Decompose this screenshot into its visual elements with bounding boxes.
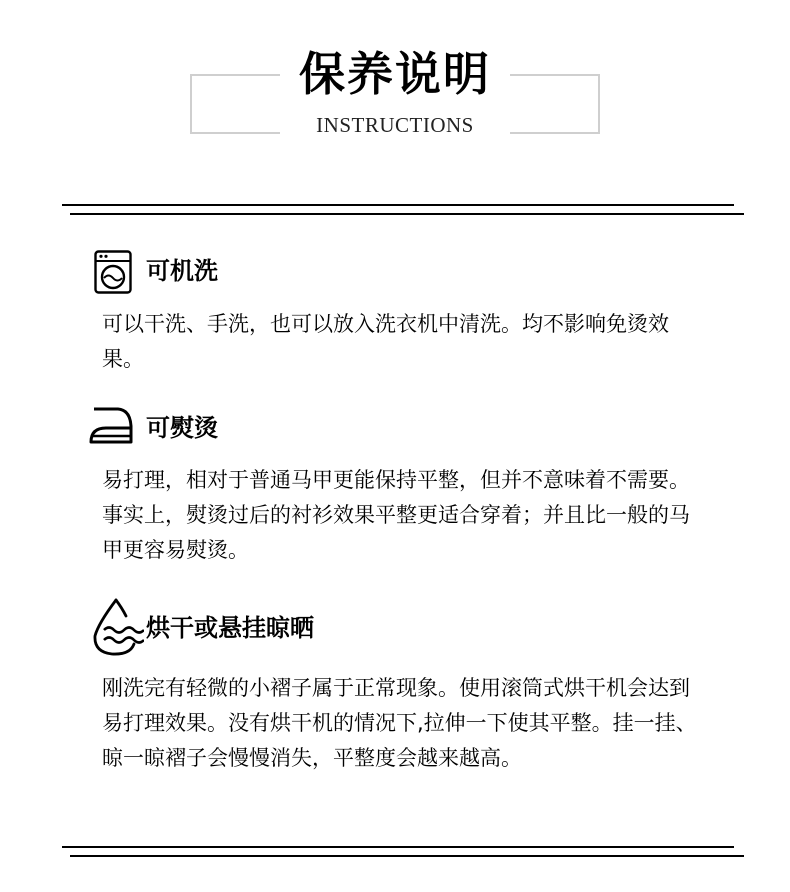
iron-icon [88,406,136,446]
section-title-dry-or-hang: 烘干或悬挂晾晒 [146,614,314,642]
section-title-ironable: 可熨烫 [146,414,218,442]
section-title-machine-wash: 可机洗 [146,257,218,285]
divider-top-1 [62,204,734,206]
page-subtitle: INSTRUCTIONS [316,113,474,137]
washing-machine-icon [94,250,132,294]
section-body-ironable: 易打理，相对于普通马甲更能保持平整，但并不意味着不需要。事实上，熨烫过后的衬衫效果平整更适合穿着；并且比一般的马甲更容易熨烫。 [102,468,690,562]
divider-bottom-2 [70,855,744,857]
divider-bottom-1 [62,846,734,848]
section-body-dry-or-hang: 刚洗完有轻微的小褶子属于正常现象。使用滚筒式烘干机会达到易打理效果。没有烘干机的情况下,拉伸一下使其平整。挂一挂、晾一晾褶子会慢慢消失，平整度会越来越高。 [102,676,697,770]
water-drop-icon [90,598,144,656]
section-body-machine-wash: 可以干洗、手洗，也可以放入洗衣机中清洗。均不影响免烫效果。 [102,312,669,371]
page-title: 保养说明 [299,47,491,101]
divider-top-2 [70,213,744,215]
